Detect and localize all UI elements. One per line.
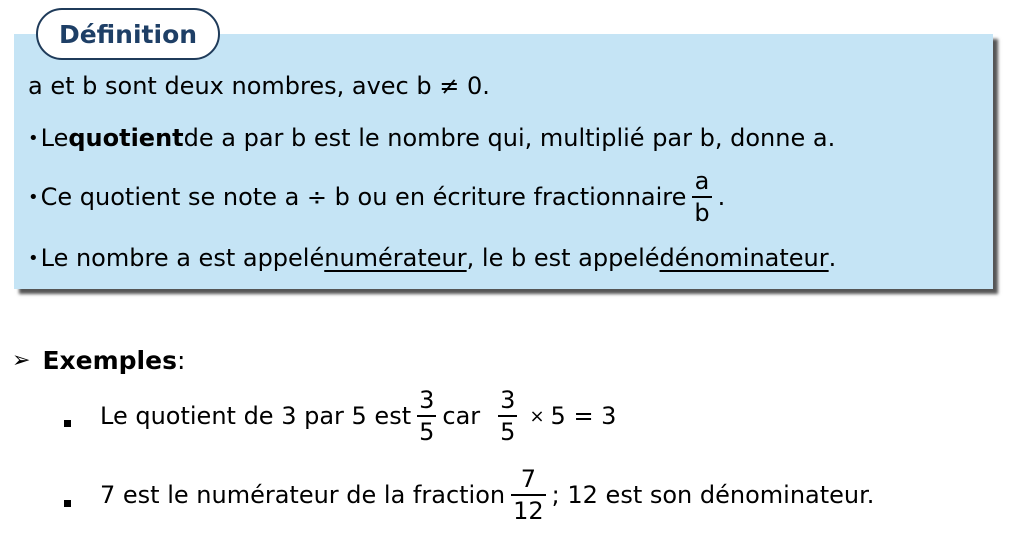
- example-1-pre: Le quotient de 3 par 5 est: [100, 402, 412, 430]
- fraction-numerator: a: [694, 167, 710, 195]
- fraction-bar: [692, 196, 711, 198]
- times-sign: ×: [529, 405, 545, 427]
- example-2-pre: 7 est le numérateur de la fraction: [100, 481, 506, 509]
- fraction-3-over-5: [417, 388, 436, 444]
- definition-line-3: [28, 169, 725, 225]
- fraction-denominator: 12: [513, 497, 544, 525]
- fraction-bar: [417, 415, 436, 417]
- fraction-bar: [511, 494, 546, 496]
- definition-title: Définition: [58, 19, 198, 49]
- bullet-dot-icon: •: [28, 247, 39, 269]
- line-4-mid: , le b est appelé: [466, 244, 660, 272]
- denominateur-term: dénominateur: [659, 244, 829, 272]
- bullet-dot-icon: •: [28, 127, 39, 149]
- example-1: [100, 388, 616, 444]
- square-bullet-icon: [64, 500, 71, 507]
- arrowhead-bullet-icon: ➢: [12, 348, 31, 373]
- square-bullet-icon: [64, 420, 71, 427]
- fraction-3-over-5-b: [498, 388, 517, 444]
- quotient-term: quotient: [68, 124, 184, 152]
- definition-line-1-text: a et b sont deux nombres, avec b ≠ 0.: [28, 72, 490, 100]
- fraction-7-over-12: [511, 467, 546, 523]
- definition-line-4: [28, 244, 836, 272]
- example-1-car: car: [442, 402, 481, 430]
- fraction-numerator: 7: [520, 465, 537, 493]
- definition-line-1: [28, 72, 490, 100]
- line-2-post: de a par b est le nombre qui, multiplié par b, donne a.: [183, 124, 836, 152]
- fraction-bar: [498, 415, 517, 417]
- fraction-a-over-b: [692, 169, 711, 225]
- fraction-numerator: 3: [419, 386, 435, 414]
- examples-heading: [12, 346, 185, 375]
- line-3-post: .: [717, 183, 726, 211]
- numerateur-term: numérateur: [324, 244, 467, 272]
- bullet-dot-icon: •: [28, 186, 39, 208]
- fraction-denominator: b: [694, 199, 710, 227]
- line-4-pre: Le nombre a est appelé: [40, 244, 325, 272]
- definition-tab: [36, 8, 220, 60]
- line-3-pre: Ce quotient se note a ÷ b ou en écriture fractionnaire: [40, 183, 687, 211]
- fraction-denominator: 5: [500, 418, 516, 446]
- example-2: [100, 467, 874, 523]
- line-2-pre: Le: [40, 124, 69, 152]
- examples-title: Exemples: [42, 346, 177, 375]
- examples-colon: :: [176, 346, 186, 375]
- line-4-post: .: [828, 244, 837, 272]
- definition-line-2: [28, 124, 835, 152]
- example-1-post: 5 = 3: [550, 402, 617, 430]
- fraction-numerator: 3: [500, 386, 516, 414]
- fraction-denominator: 5: [419, 418, 435, 446]
- example-2-post: ; 12 est son dénominateur.: [551, 481, 875, 509]
